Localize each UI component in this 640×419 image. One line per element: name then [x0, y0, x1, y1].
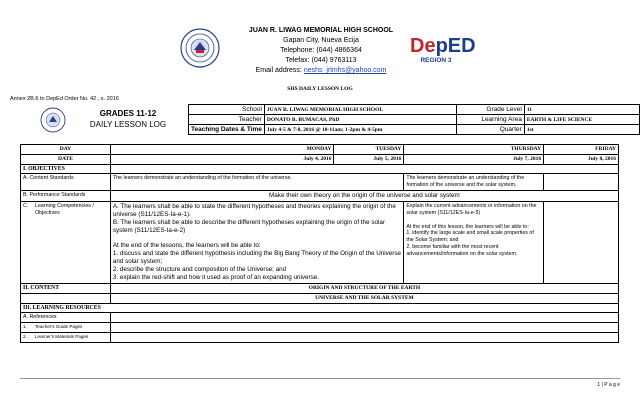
competencies-label-number: C.	[23, 202, 29, 209]
deped-seal-logo	[180, 28, 220, 68]
day-tuesday: TUESDAY	[334, 145, 404, 155]
competency-thu-1: 1. identify the large scale and small scale properties of the Solar System; and	[406, 230, 534, 244]
region-label: REGION 3	[420, 57, 452, 64]
teaching-dates-value: July 4-5 & 7-8, 2016 @ 10-11am; 1-2pm & 4-5pm	[264, 125, 456, 135]
competency-thu-2: 2. become familiar with the most recent advancements/information on the solar system.	[406, 243, 518, 257]
learners-materials-number: 2.	[23, 333, 27, 339]
content-standards-label: A. Content Standards	[21, 174, 111, 191]
competencies-label: Learning Competencies / Objectives	[35, 202, 94, 216]
content-row	[20, 284, 619, 294]
deped-wordmark: DepED	[410, 35, 476, 57]
lesson-log-table	[20, 144, 619, 343]
quarter-value: 1st	[524, 125, 639, 135]
competency-1: 1. discuss and state the different hypothesis including the Big Bang Theory of the Origin of the Universe and solar system;	[112, 249, 402, 265]
competencies-row	[20, 202, 619, 284]
competency-thu-intro: At the end of this lesson, the learners will be able to:	[406, 223, 529, 230]
deped-region-logo	[410, 35, 476, 71]
competencies-monday	[111, 202, 405, 284]
teachers-guide-number: 1.	[23, 324, 27, 330]
content-row-2	[20, 294, 619, 304]
content-value-2: UNIVERSE AND THE SOLAR SYSTEM	[111, 294, 619, 304]
performance-standards-label: B. Performance Standards	[21, 191, 111, 202]
teachers-guide-label-cell	[21, 323, 111, 333]
objectives-heading: I. OBJECTIVES	[21, 165, 111, 175]
letterhead	[236, 26, 406, 76]
day-row	[20, 145, 619, 155]
page-number: 1 | P a g e	[597, 382, 620, 388]
day-thursday: THURSDAY	[404, 145, 544, 155]
school-value: JUAN R. LIWAG MEMORIAL HIGH SCHOOL	[264, 105, 456, 115]
day-monday: MONDAY	[111, 145, 335, 155]
competencies-label-cell	[21, 202, 111, 284]
email-label: Email address:	[255, 67, 302, 74]
teaching-dates-label: Teaching Dates & Time	[189, 125, 265, 135]
day-label: DAY	[21, 145, 111, 155]
date-tuesday: July 5, 2016	[334, 155, 404, 165]
content-standards-friday	[544, 174, 619, 191]
school-email-line	[236, 66, 406, 76]
teacher-value: DONATO B. BUMACAS, PhD	[264, 115, 456, 125]
content-standards-monday: The learners demonstrate an understanding of the formation of the universe.	[111, 174, 405, 191]
date-label: DATE	[21, 155, 111, 165]
performance-standards-value: Make their own theory on the origin of the universe and solar system	[111, 191, 619, 202]
annex-reference: Annex 2B.6 to DepEd Order No. 42 , s. 2016	[10, 96, 119, 102]
school-telephone: Telephone: (044) 4866364	[280, 47, 362, 54]
competency-b: B. The learners shall be able to describe the different hypotheses explaining the origin of the solar system (S11/12ES-Ia-e-2)	[112, 218, 385, 234]
date-monday: July 4, 2016	[111, 155, 335, 165]
performance-standards-row	[20, 191, 619, 202]
school-address: Gapan City, Nueva Ecija	[283, 37, 359, 44]
day-friday: FRIDAY	[544, 145, 619, 155]
daily-lesson-log-label: DAILY LESSON LOG	[89, 120, 167, 129]
objectives-blank	[111, 165, 619, 175]
date-thursday: July 7, 2016	[404, 155, 544, 165]
grades-label: GRADES 11-12	[99, 109, 157, 118]
header-info-table	[188, 104, 640, 135]
learning-area-label: Learning Area	[457, 115, 525, 125]
competency-thu-main: Explain the current advancements or information on the solar system (S11/12ES-Ia-e-5)	[406, 202, 537, 216]
resources-row	[20, 304, 619, 314]
grade-level-value: 11	[524, 105, 639, 115]
email-link[interactable]: neshs_jrlmhs@yahoo.com	[303, 67, 387, 74]
content-standards-row	[20, 174, 619, 191]
teachers-guide-label: Teacher's Guide Pages	[35, 324, 83, 330]
competency-2: 2. describe the structure and composition of the Universe; and	[112, 265, 287, 273]
quarter-label: Quarter	[457, 125, 525, 135]
competency-3: 3. explain the red-shift and how it used as proof of an expanding universe.	[112, 273, 320, 281]
grades-title	[68, 108, 188, 130]
competencies-friday	[544, 202, 619, 284]
learners-materials-row	[20, 333, 619, 343]
school-name: JUAN R. LIWAG MEMORIAL HIGH SCHOOL	[248, 27, 394, 34]
footer-divider	[20, 378, 620, 379]
grade-level-label: Grade Level	[457, 105, 525, 115]
teachers-guide-row	[20, 323, 619, 333]
school-label: School	[189, 105, 265, 115]
objectives-row	[20, 165, 619, 175]
competency-a: A. The learners shall be able to state the different hypotheses and theories explaining the origin of the universe (S11/12ES-Ia-e-1).	[112, 202, 396, 218]
content-standards-thursday: The learners demonstrate an understanding of the formation of the universe and the solar system.	[404, 174, 544, 191]
references-row	[20, 313, 619, 323]
date-friday: July 8, 2016	[544, 155, 619, 165]
teacher-label: Teacher	[189, 115, 265, 125]
learning-resources-heading: III. LEARNING RESOURCES	[21, 304, 619, 314]
learning-area-value: EARTH & LIFE SCIENCE	[524, 115, 639, 125]
references-label: A. References	[21, 313, 111, 323]
learners-materials-label: Learner's Materials Pages	[35, 333, 89, 339]
school-telefax: Telefax: (044) 9763113	[285, 57, 357, 64]
content-value-1: ORIGIN AND STRUCTURE OF THE EARTH	[111, 284, 619, 294]
document-title: SHS DAILY LESSON LOG	[287, 86, 353, 92]
competencies-thursday	[404, 202, 544, 284]
learners-materials-label-cell	[21, 333, 111, 343]
competency-intro: At the end of the lessons, the learners will be able to:	[112, 241, 261, 249]
content-heading: II. CONTENT	[21, 284, 111, 294]
date-row	[20, 155, 619, 165]
deped-seal-small-logo	[40, 107, 66, 133]
